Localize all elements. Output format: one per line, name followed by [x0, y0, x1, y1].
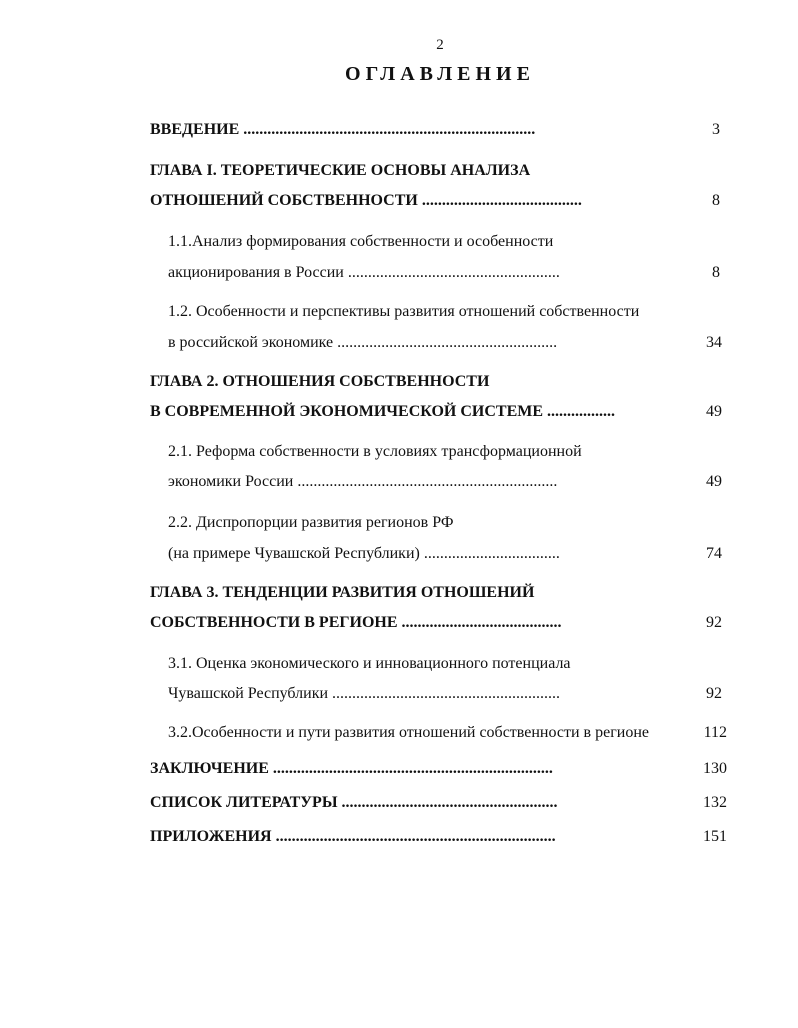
toc-entry-line: 2.2. Диспропорции развития регионов РФ	[168, 514, 454, 531]
toc-page-number: 112	[703, 724, 727, 741]
toc-page-number: 8	[712, 192, 720, 209]
toc-entry-line: ГЛАВА 2. ОТНОШЕНИЯ СОБСТВЕННОСТИ	[150, 373, 490, 390]
toc-entry-line: ГЛАВА I. ТЕОРЕТИЧЕСКИЕ ОСНОВЫ АНАЛИЗА	[150, 162, 531, 179]
toc-entry-line: ОТНОШЕНИЙ СОБСТВЕННОСТИ ........................................	[150, 192, 582, 209]
toc-entry-line: (на примере Чувашской Республики) ..................................	[168, 545, 560, 562]
toc-entry-line: в российской экономике .......................................................	[168, 334, 558, 351]
toc-page-number: 151	[703, 828, 727, 845]
toc-page-number: 49	[706, 403, 722, 420]
toc-entry-line: СПИСОК ЛИТЕРАТУРЫ ......................................................	[150, 794, 558, 811]
toc-entry-line: ГЛАВА 3. ТЕНДЕНЦИИ РАЗВИТИЯ ОТНОШЕНИЙ	[150, 584, 535, 601]
toc-page-number: 92	[706, 685, 722, 702]
toc-entry-line: экономики России .................................................................	[168, 473, 558, 490]
toc-page-number: 8	[712, 264, 720, 281]
toc-entry-line: акционирования в России .....................................................	[168, 264, 560, 281]
page-number: 2	[436, 37, 444, 53]
toc-entry-line: ЗАКЛЮЧЕНИЕ ......................................................................	[150, 760, 553, 777]
toc-entry-line: ПРИЛОЖЕНИЯ ......................................................................	[150, 828, 556, 845]
toc-page-number: 34	[706, 334, 722, 351]
toc-entry-line: 1.1.Анализ формирования собственности и особенности	[168, 233, 554, 250]
toc-entry-line: Чувашской Республики .........................................................	[168, 685, 561, 702]
toc-entry-line: В СОВРЕМЕННОЙ ЭКОНОМИЧЕСКОЙ СИСТЕМЕ .................	[150, 403, 616, 420]
toc-entry-line: 3.2.Особенности и пути развития отношений собственности в регионе	[168, 724, 649, 741]
toc-page-number: 74	[706, 545, 722, 562]
page-title: ОГЛАВЛЕНИЕ	[345, 63, 535, 85]
toc-page-number: 3	[712, 121, 720, 138]
toc-page-number: 49	[706, 473, 722, 490]
toc-entry-line: ВВЕДЕНИЕ .........................................................................	[150, 121, 536, 138]
toc-entry-line: СОБСТВЕННОСТИ В РЕГИОНЕ ........................................	[150, 614, 562, 631]
toc-page-number: 132	[703, 794, 727, 811]
toc-entry-line: 1.2. Особенности и перспективы развития отношений собственности	[168, 303, 640, 320]
toc-page-number: 92	[706, 614, 722, 631]
toc-entry-line: 3.1. Оценка экономического и инновационного потенциала	[168, 655, 571, 672]
toc-entry-line: 2.1. Реформа собственности в условиях трансформационной	[168, 443, 582, 460]
toc-page-number: 130	[703, 760, 727, 777]
